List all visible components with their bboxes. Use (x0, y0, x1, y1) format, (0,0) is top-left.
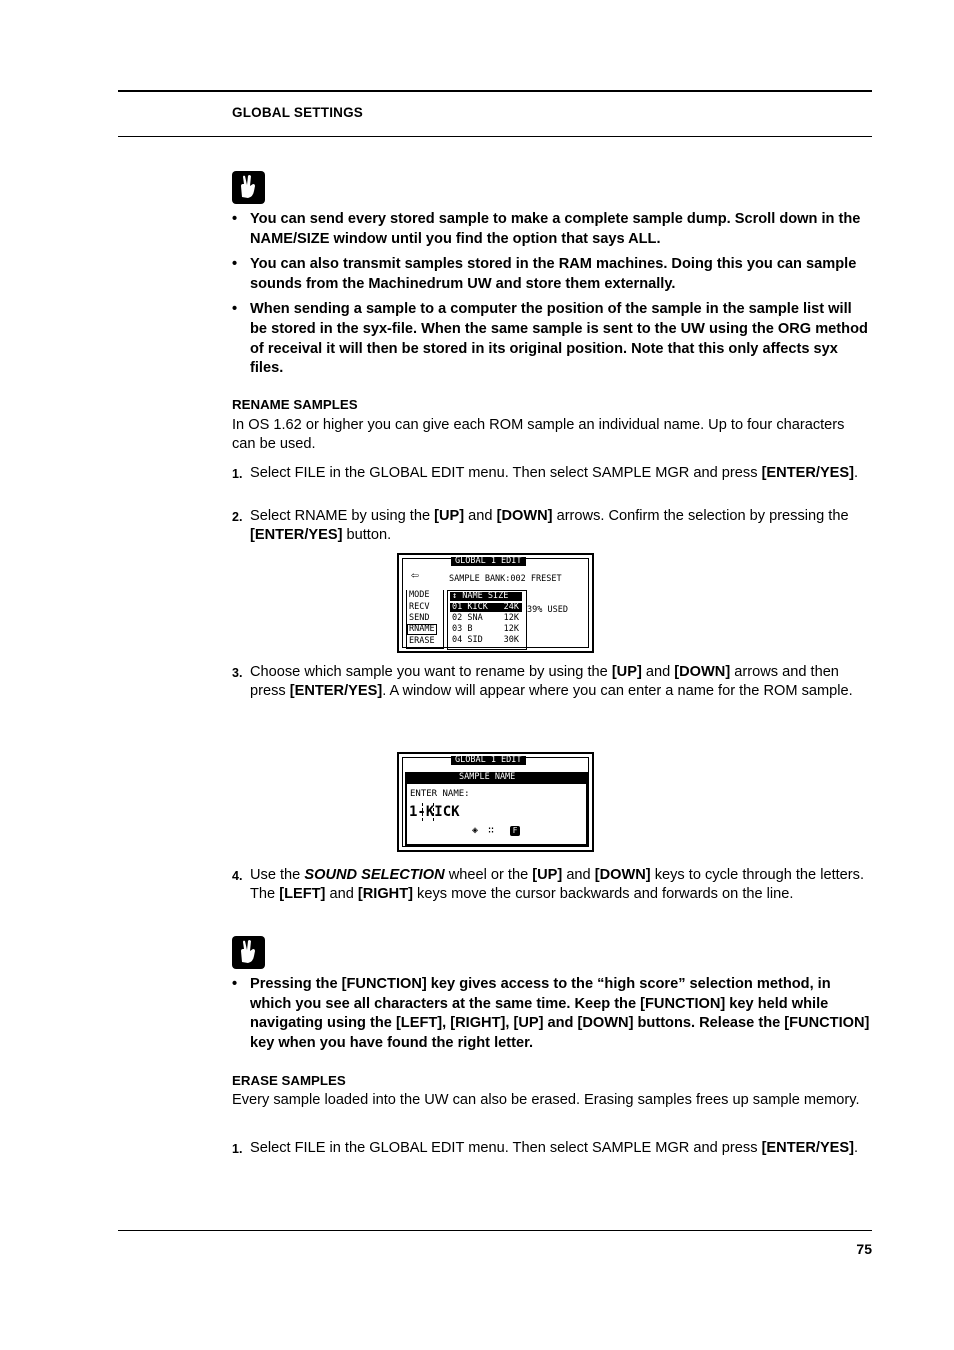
exit-arrow-icon: ⇦ (411, 568, 419, 583)
rename-step-2: 2. Select RNAME by using the [UP] and [DOWN] arrows. Confirm the selection by pressing the [ENTER/YES] button. (232, 508, 849, 544)
lcd-cursor (422, 803, 434, 821)
page-number: 75 (856, 1241, 872, 1257)
lcd-memory-used: 39% USED (527, 605, 568, 615)
tip-item: • Pressing the [FUNCTION] key gives access to the “high score” selection method, in which you see all characters at the same time. Keep the [FUNCTION] key held while navigating using the [LEFT], [RIGHT], [UP] and [DOWN] buttons. Release the [FUNCTION] key when you have found the right letter. (232, 976, 870, 1051)
lcd-title: GLOBAL 1 EDIT (451, 557, 526, 566)
lcd-list-row: 04 SID 30K (452, 635, 519, 645)
lcd-dialog-title: SAMPLE NAME (459, 772, 516, 782)
wheel-icon: ◈ (472, 825, 479, 836)
header-top-rule (118, 90, 872, 92)
section-heading-rename: RENAME SAMPLES (232, 397, 358, 412)
lcd-title: GLOBAL 1 EDIT (451, 756, 526, 765)
rename-step-1: 1. Select FILE in the GLOBAL EDIT menu. Then select SAMPLE MGR and press [ENTER/YES]. (232, 465, 859, 481)
hand-tip-icon (232, 936, 265, 969)
lcd-list-row: 03 B 12K (452, 624, 519, 634)
lcd-list-row-selected: 01 KICK 24K (450, 603, 522, 612)
lcd-menu-item: MODE (409, 590, 430, 600)
rename-step-4: 4. Use the SOUND SELECTION wheel or the [UP] and [DOWN] keys to cycle through the letters. The [LEFT] and [RIGHT] keys move the cursor backwards and forwards on the line. (232, 867, 865, 903)
lcd-screen-sample-name (397, 752, 594, 852)
lcd-menu-item-selected: RNAME (409, 624, 435, 634)
lcd-enter-name-prompt: ENTER NAME: (410, 789, 470, 799)
dots-icon: ∷ (488, 825, 495, 836)
tip-list-1 (232, 210, 872, 385)
function-key-icon: F (510, 826, 520, 836)
lcd-list-header: ↕ NAME SIZE (450, 592, 522, 601)
lcd-name-value: 1-KICK (409, 804, 460, 820)
tip-item: • You can also transmit samples stored in the RAM machines. Doing this you can sample sounds from the Machinedrum UW and store them externally. (232, 256, 857, 292)
lcd-menu-item: ERASE (409, 636, 435, 646)
rename-step-3: 3. Choose which sample you want to rename by using the [UP] and [DOWN] arrows and then press [ENTER/YES]. A window will appear where you can enter a name for the ROM sample. (232, 664, 853, 700)
lcd-screen-sample-mgr (397, 553, 594, 653)
lcd-menu-item: SEND (409, 613, 430, 623)
running-header: GLOBAL SETTINGS (232, 105, 364, 120)
section-heading-erase: ERASE SAMPLES (232, 1073, 346, 1088)
lcd-list-row: 02 SNA 12K (452, 613, 519, 623)
rename-intro: In OS 1.62 or higher you can give each ROM sample an individual name. Up to four characters can be used. (232, 417, 845, 453)
erase-intro: Every sample loaded into the UW can also be erased. Erasing samples frees up sample memory. (232, 1092, 860, 1108)
tip-list-2 (232, 975, 872, 1059)
lcd-sample-bank: SAMPLE BANK:002 FRESET (449, 574, 562, 584)
tip-item: • When sending a sample to a computer the position of the sample in the sample list will be stored in the syx-file. When the same sample is sent to the UW using the ORG method of receival it will then be stored in its original position. Note that this only affects syx files. (232, 301, 868, 377)
hand-tip-icon (232, 171, 265, 204)
tip-item: • You can send every stored sample to make a complete sample dump. Scroll down in the NAME/SIZE window until you find the option that says ALL. (232, 211, 861, 247)
lcd-menu-item: RECV (409, 602, 430, 612)
footer-rule (118, 1230, 872, 1231)
erase-step-1: 1. Select FILE in the GLOBAL EDIT menu. Then select SAMPLE MGR and press [ENTER/YES]. (232, 1140, 859, 1156)
header-bottom-rule (118, 136, 872, 137)
